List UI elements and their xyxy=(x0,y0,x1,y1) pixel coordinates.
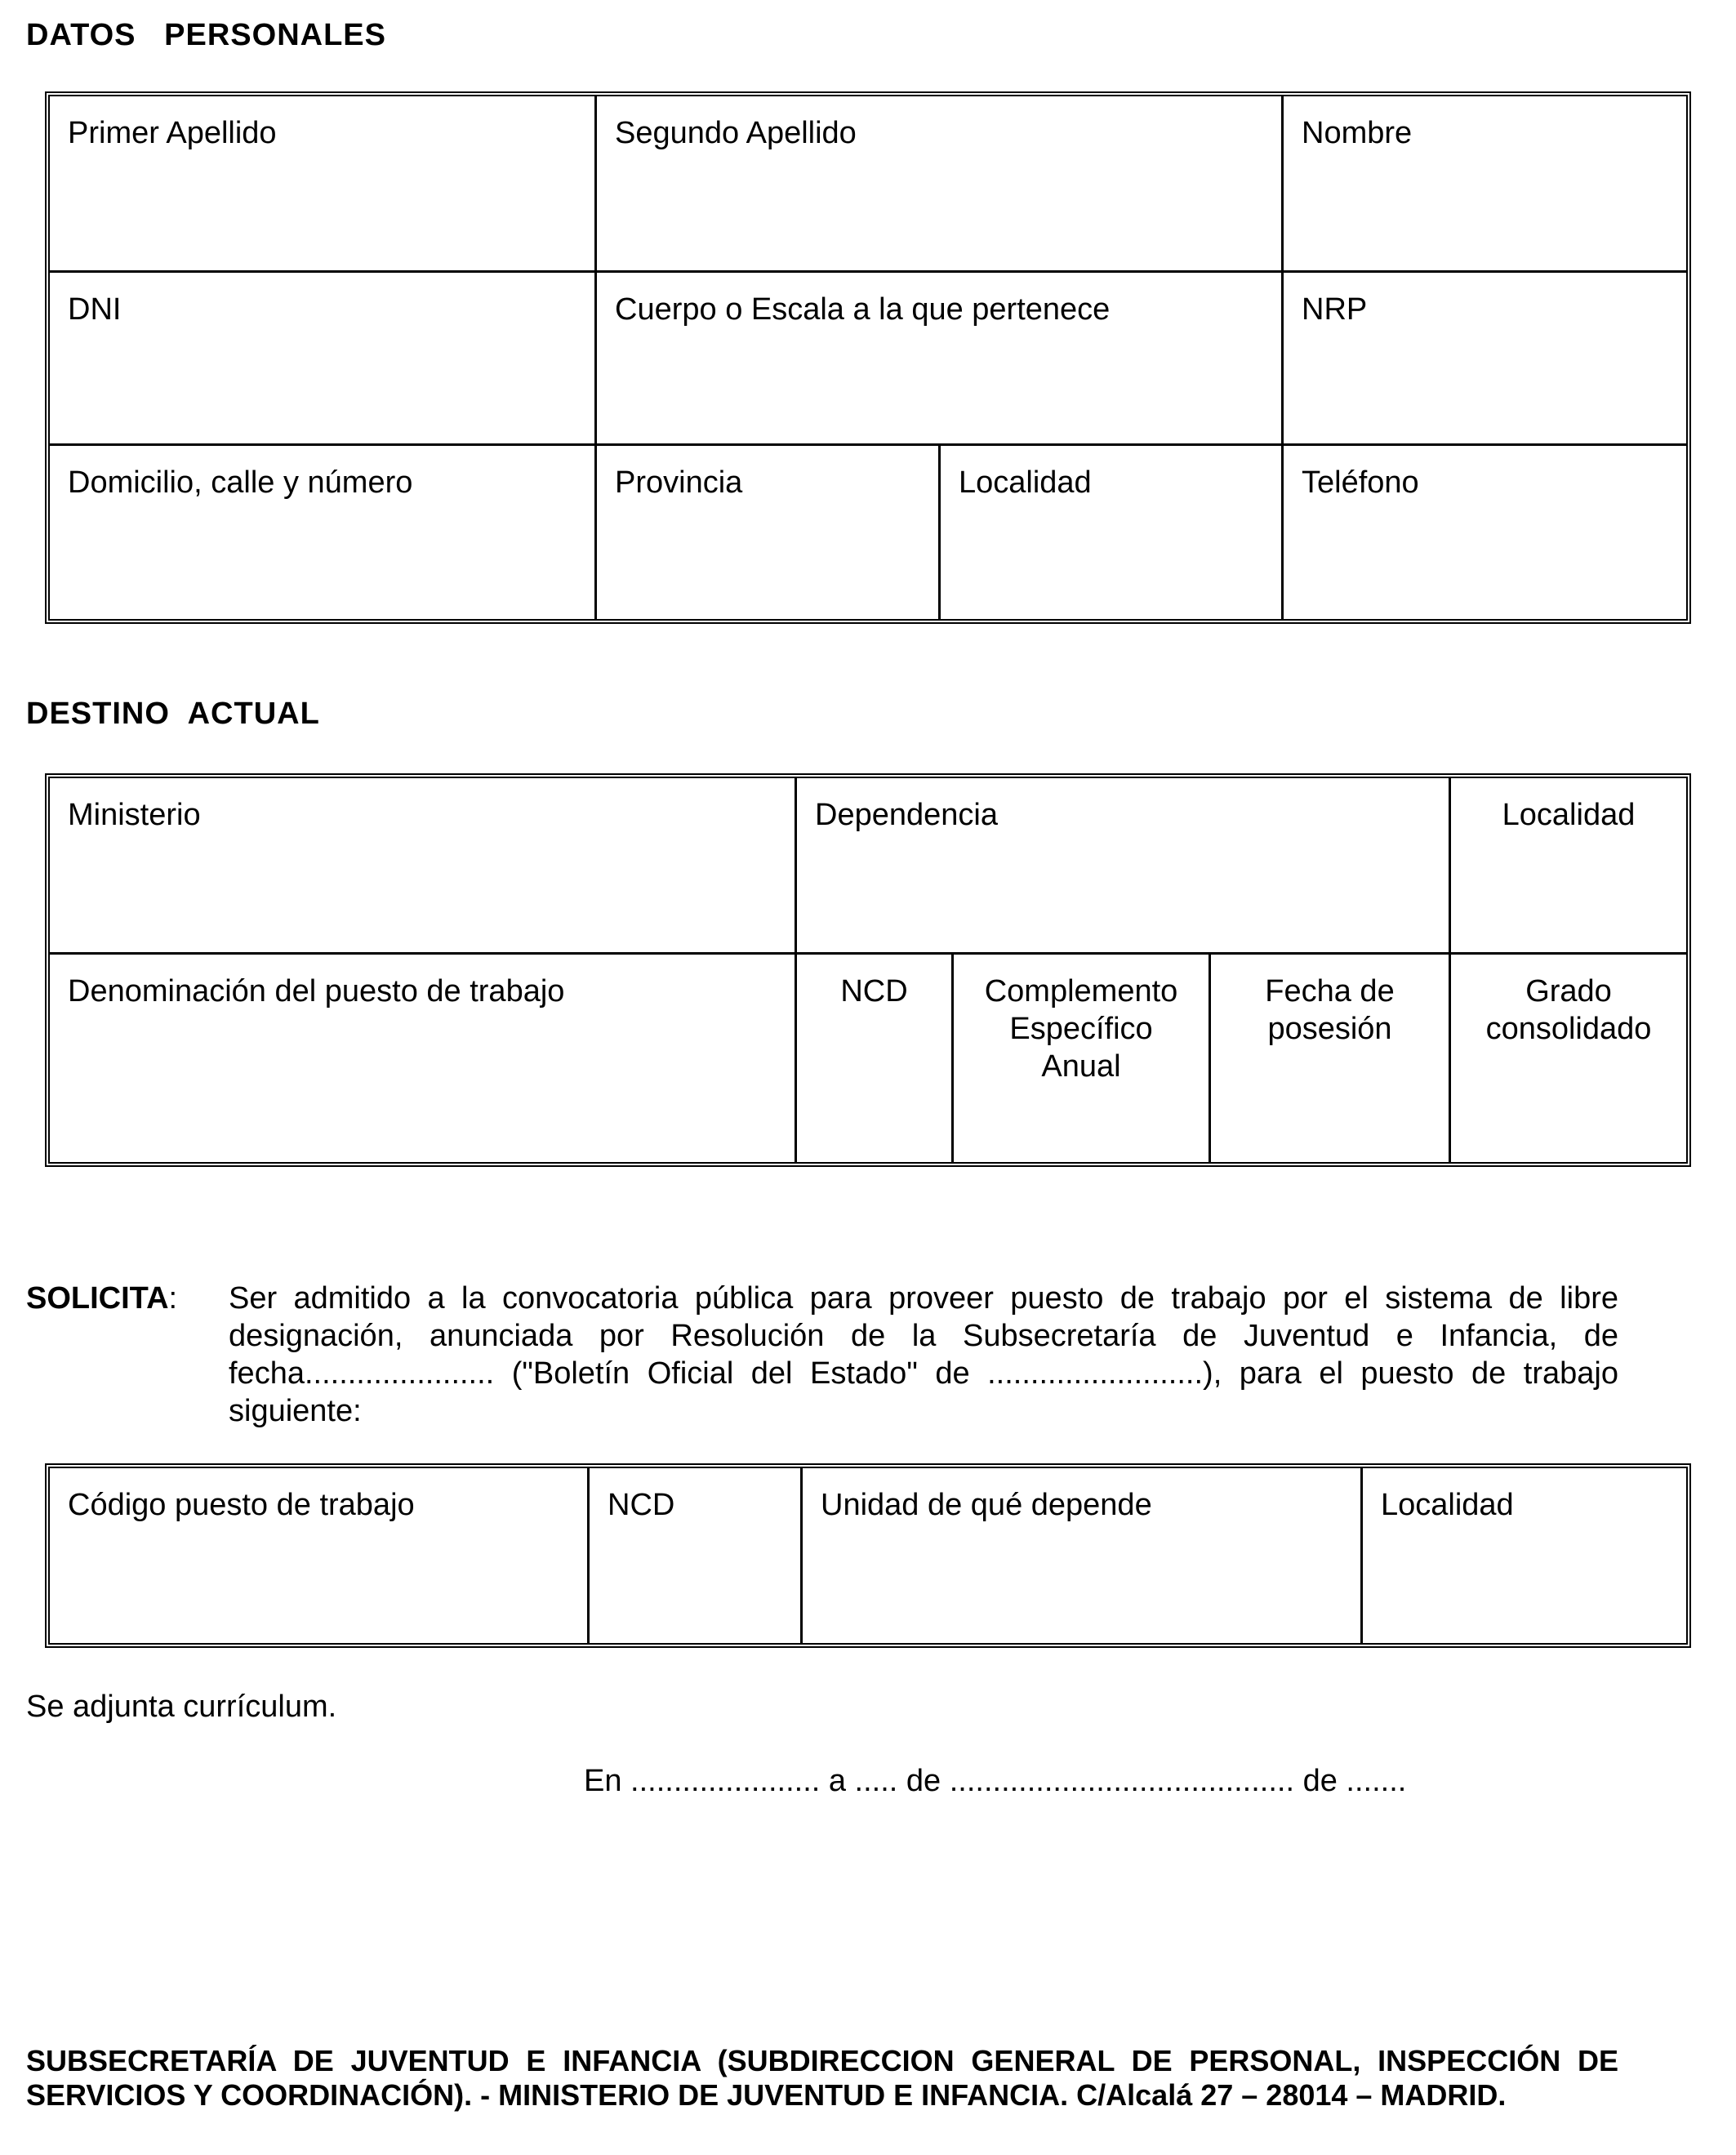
domicilio-label: Domicilio, calle y número xyxy=(68,465,413,500)
puesto-solicitado-table xyxy=(45,1463,1691,1648)
datos-personales-table xyxy=(45,91,1691,624)
codigo-puesto-field[interactable] xyxy=(50,1468,587,1643)
destino-localidad-label: Localidad xyxy=(1502,798,1636,832)
solicita-label xyxy=(26,1280,177,1317)
complemento-label: Complemento Específico Anual xyxy=(984,974,1178,1084)
grado-field[interactable] xyxy=(1451,955,1686,1162)
footer-line: SUBSECRETARÍA DE JUVENTUD E INFANCIA (SUBDIRECCION GENERAL DE PERSONAL, INSPECCIÓN DE xyxy=(26,2044,1618,2077)
cuerpo-escala-field[interactable] xyxy=(597,273,1281,443)
segundo-apellido-label: Segundo Apellido xyxy=(615,116,857,150)
nombre-field[interactable] xyxy=(1284,96,1686,270)
complemento-field[interactable] xyxy=(954,955,1209,1162)
nombre-label: Nombre xyxy=(1302,116,1413,150)
footer-address xyxy=(26,2044,1618,2113)
destino-actual-table xyxy=(45,773,1691,1167)
provincia-field[interactable] xyxy=(597,446,938,619)
dni-field[interactable] xyxy=(50,273,594,443)
adjunta-curriculum-text: Se adjunta currículum. xyxy=(26,1690,337,1724)
destino-ncd-field[interactable] xyxy=(797,955,951,1162)
section-title-datos-personales: DATOS PERSONALES xyxy=(26,18,386,52)
codigo-puesto-label: Código puesto de trabajo xyxy=(68,1488,415,1522)
dni-label: DNI xyxy=(68,292,122,327)
solicita-line: designación, anunciada por Resolución de la Subsecretaría de Juventud e Infancia, de xyxy=(229,1319,1618,1353)
ministerio-label: Ministerio xyxy=(68,798,201,832)
provincia-label: Provincia xyxy=(615,465,743,500)
destino-ncd-label: NCD xyxy=(840,974,908,1008)
solicita-colon: : xyxy=(168,1281,178,1316)
solicita-line: siguiente: xyxy=(229,1394,362,1428)
denominacion-label: Denominación del puesto de trabajo xyxy=(68,974,565,1008)
telefono-field[interactable] xyxy=(1284,446,1686,619)
solicita-line: Ser admitido a la convocatoria pública para proveer puesto de trabajo por el sistema de libre xyxy=(229,1281,1618,1316)
fecha-posesion-label: Fecha de posesión xyxy=(1265,974,1395,1046)
cuerpo-escala-label: Cuerpo o Escala a la que pertenece xyxy=(615,292,1111,327)
puesto-localidad-field[interactable] xyxy=(1363,1468,1686,1643)
destino-localidad-field[interactable] xyxy=(1451,778,1686,952)
section-title-destino-actual: DESTINO ACTUAL xyxy=(26,697,320,731)
nrp-field[interactable] xyxy=(1284,273,1686,443)
domicilio-field[interactable] xyxy=(50,446,594,619)
telefono-label: Teléfono xyxy=(1302,465,1419,500)
unidad-depende-label: Unidad de qué depende xyxy=(821,1488,1152,1522)
solicita-word: SOLICITA xyxy=(26,1281,169,1316)
footer-line: SERVICIOS Y COORDINACIÓN). - MINISTERIO DE JUVENTUD E INFANCIA. C/Alcalá 27 – 28014 – MADRID. xyxy=(26,2078,1507,2112)
fecha-posesion-field[interactable] xyxy=(1211,955,1449,1162)
dependencia-field[interactable] xyxy=(797,778,1449,952)
solicita-line: fecha...................... ("Boletín Oficial del Estado" de .........................), para el puesto de trabajo xyxy=(229,1356,1618,1391)
dependencia-label: Dependencia xyxy=(815,798,998,832)
segundo-apellido-field[interactable] xyxy=(597,96,1281,270)
localidad-field[interactable] xyxy=(941,446,1281,619)
nrp-label: NRP xyxy=(1302,292,1368,327)
puesto-localidad-label: Localidad xyxy=(1381,1488,1514,1522)
primer-apellido-label: Primer Apellido xyxy=(68,116,277,150)
denominacion-field[interactable] xyxy=(50,955,795,1162)
ministerio-field[interactable] xyxy=(50,778,795,952)
grado-label: Grado consolidado xyxy=(1485,974,1652,1046)
puesto-ncd-field[interactable] xyxy=(590,1468,800,1643)
lugar-fecha-line[interactable]: En ...................... a ..... de ........................................ de ....... xyxy=(584,1764,1407,1798)
localidad-label: Localidad xyxy=(959,465,1092,500)
primer-apellido-field[interactable] xyxy=(50,96,594,270)
solicita-paragraph xyxy=(229,1280,1618,1430)
puesto-ncd-label: NCD xyxy=(608,1488,675,1522)
unidad-depende-field[interactable] xyxy=(803,1468,1360,1643)
